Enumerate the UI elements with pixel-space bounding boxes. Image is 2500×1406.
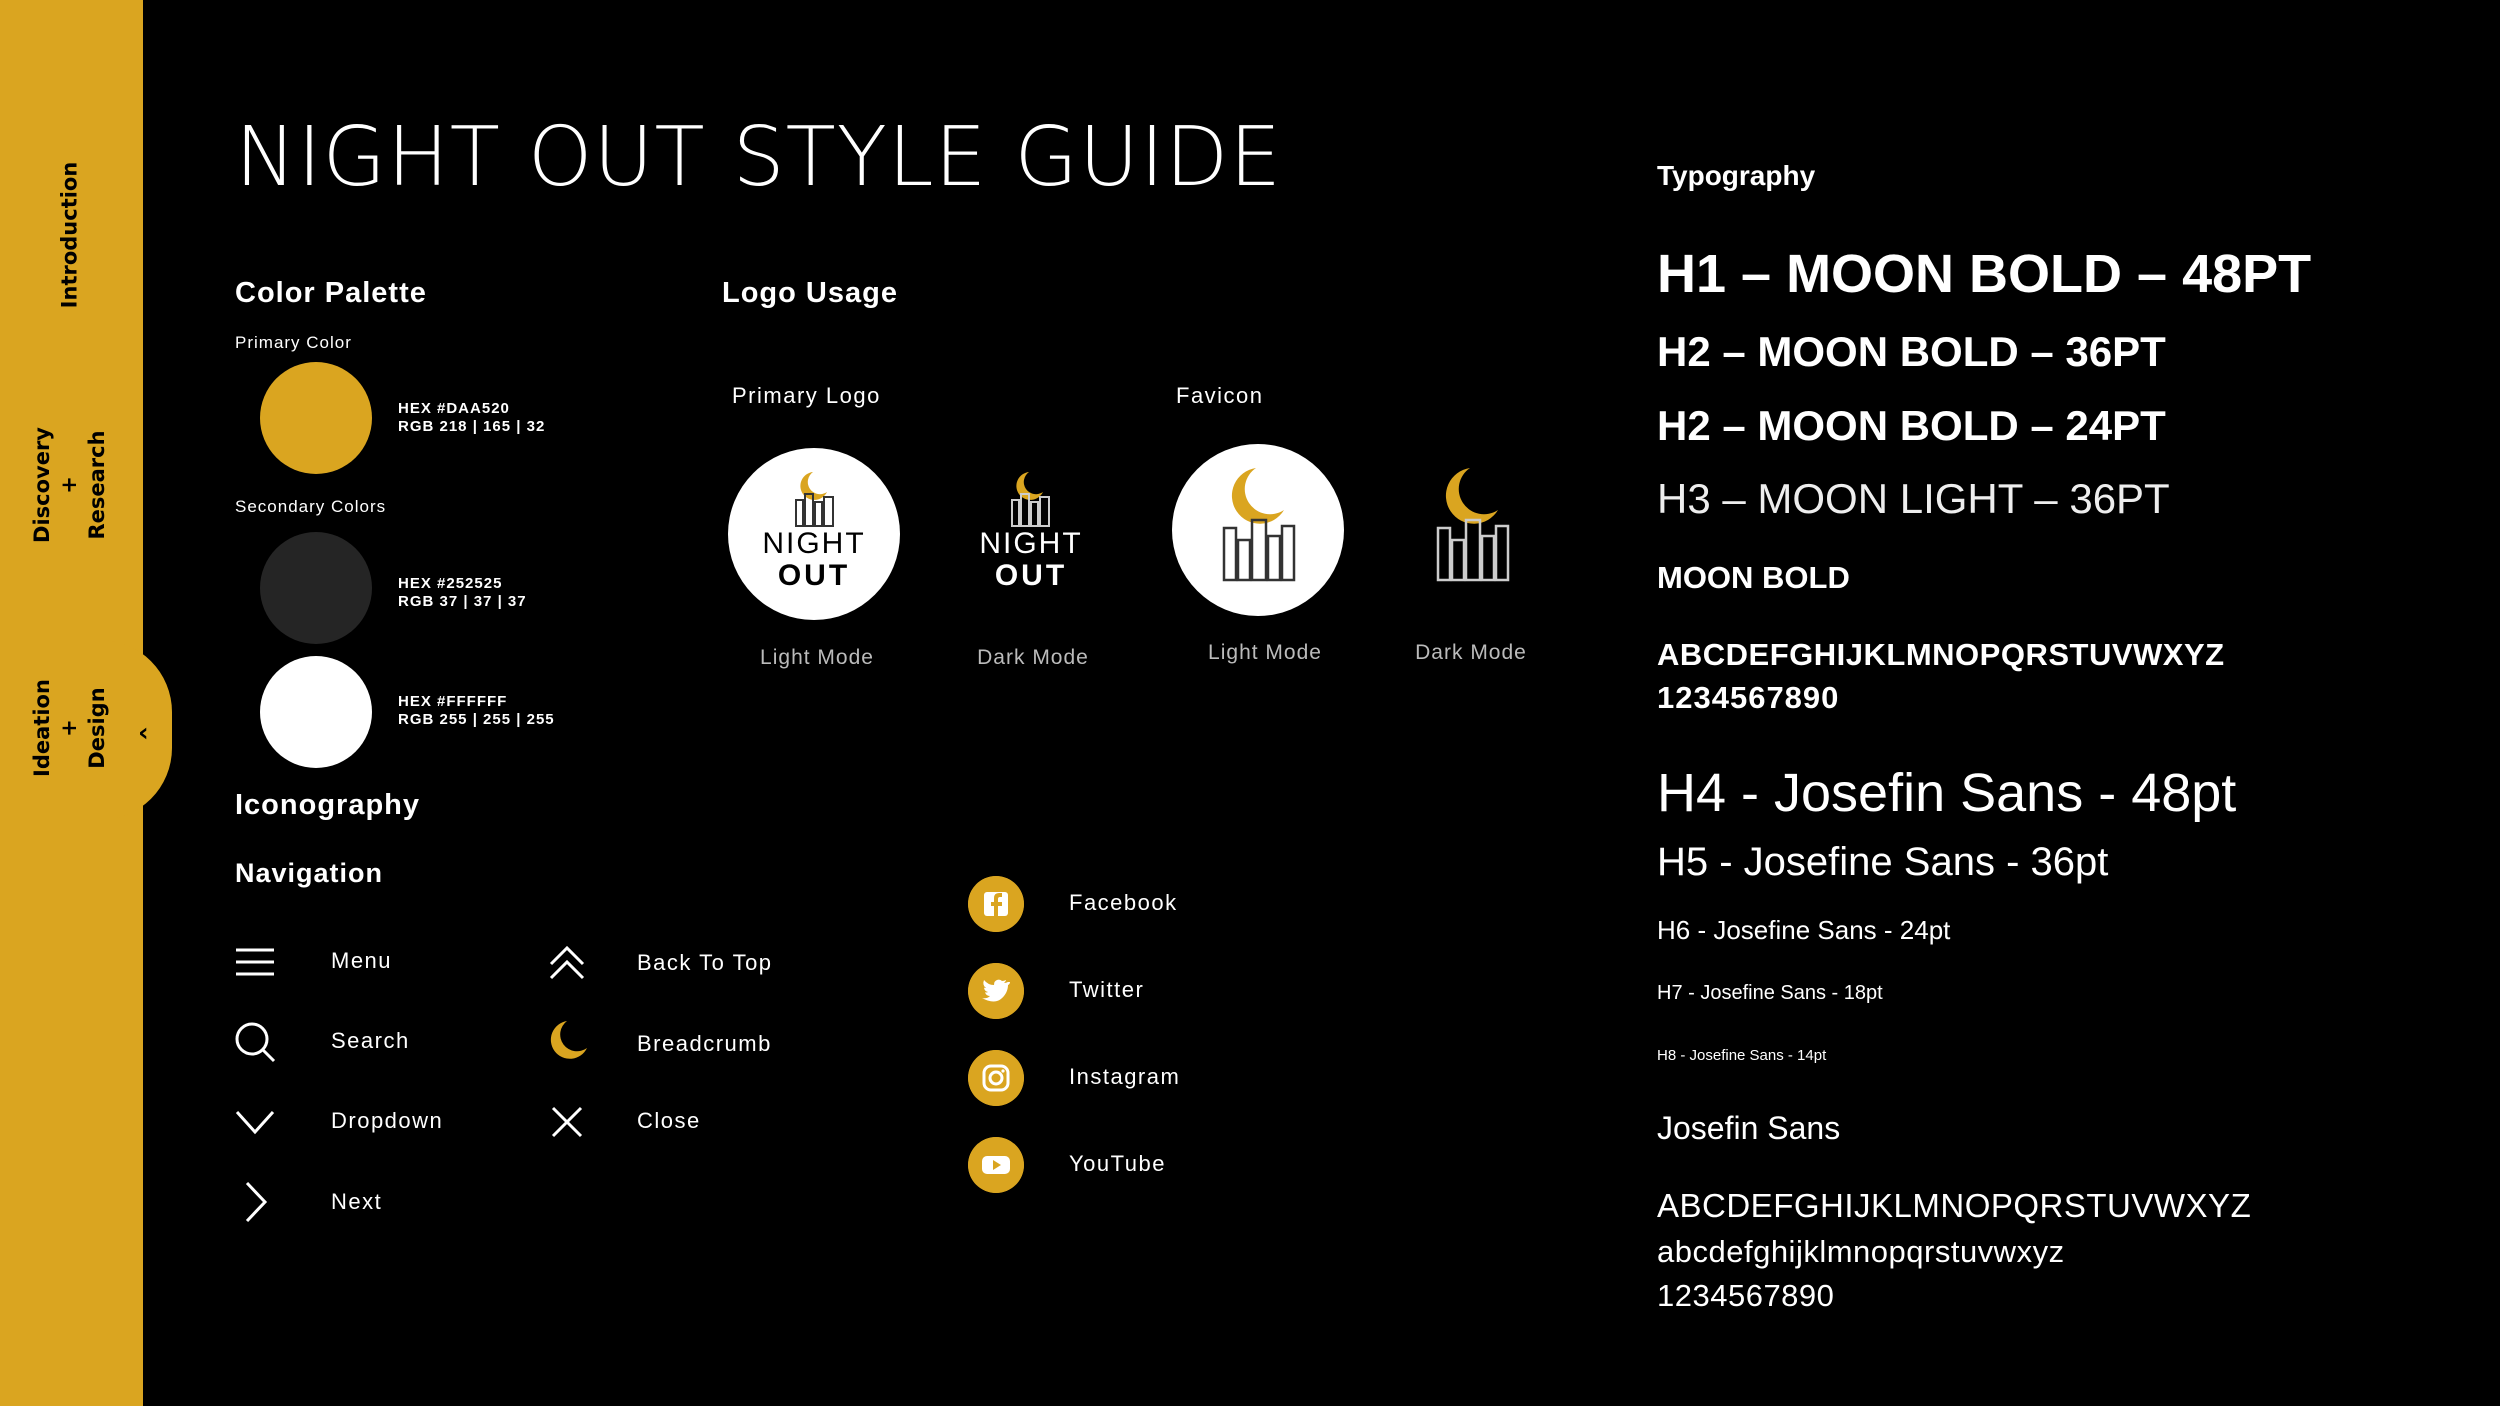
sample-h6: H6 - Josefine Sans - 24pt (1657, 915, 1951, 945)
josefin-uppercase: ABCDEFGHIJKLMNOPQRSTUVWXYZ (1657, 1187, 2252, 1224)
page-title: NIGHT OUT STYLE GUIDE (235, 110, 1283, 205)
swatch-white (260, 656, 372, 768)
instagram-icon[interactable] (968, 1050, 1024, 1106)
josefin-lowercase: abcdefghijklmnopqrstuvwxyz (1657, 1234, 2065, 1269)
favicon-dark-mode-label: Dark Mode (1415, 641, 1527, 664)
favicon-light-mode-label: Light Mode (1208, 641, 1322, 664)
sample-h8: H8 - Josefine Sans - 14pt (1657, 1047, 1827, 1064)
nav-label-back-to-top: Back To Top (637, 950, 773, 975)
sample-h7: H7 - Josefine Sans - 18pt (1657, 982, 1883, 1004)
logo-word-out-dark: OUT (994, 559, 1068, 592)
sample-h4: H4 - Josefin Sans - 48pt (1657, 763, 2237, 823)
color-palette-heading: Color Palette (235, 277, 427, 309)
swatch-dark-hex: HEX #252525 (398, 575, 503, 592)
social-label-youtube: YouTube (1069, 1151, 1166, 1176)
sample-h5: H5 - Josefine Sans - 36pt (1657, 840, 2109, 884)
nav-label-breadcrumb: Breadcrumb (637, 1031, 772, 1056)
swatch-white-info (398, 693, 555, 729)
favicon-heading: Favicon (1176, 383, 1264, 408)
sidebar-item-ideation-design[interactable]: Ideation + Design (30, 679, 109, 777)
secondary-colors-label: Secondary Colors (235, 497, 387, 516)
chevron-right-icon[interactable] (233, 1180, 277, 1224)
facebook-icon[interactable] (968, 876, 1024, 932)
logo-skyline-dark-icon (1006, 470, 1056, 528)
swatch-primary (260, 362, 372, 474)
logo-word-night: NIGHT (762, 527, 866, 560)
swatch-white-hex: HEX #FFFFFF (398, 693, 508, 710)
swatch-white-rgb: RGB 255 | 255 | 255 (398, 711, 555, 728)
social-label-facebook: Facebook (1069, 890, 1178, 915)
logo-skyline-light-icon (790, 470, 840, 528)
menu-icon[interactable] (233, 940, 277, 984)
swatch-dark-info (398, 575, 527, 611)
iconography-heading: Iconography (235, 789, 421, 821)
primary-dark-mode-label: Dark Mode (977, 646, 1089, 669)
swatch-primary-hex: HEX #DAA520 (398, 400, 510, 417)
favicon-dark-skyline-icon (1422, 462, 1522, 586)
chevron-down-icon[interactable] (233, 1100, 277, 1144)
nav-label-close: Close (637, 1108, 701, 1133)
logo-word-out: OUT (777, 559, 851, 592)
search-icon[interactable] (233, 1020, 277, 1064)
swatch-primary-info (398, 400, 545, 436)
sample-h3: H3 – MOON LIGHT – 36PT (1657, 475, 2170, 522)
moon-icon[interactable] (547, 1018, 591, 1062)
josefin-digits: 1234567890 (1657, 1278, 1835, 1313)
moon-bold-uppercase: ABCDEFGHIJKLMNOPQRSTUVWXYZ (1657, 637, 2225, 672)
close-icon[interactable] (545, 1100, 589, 1144)
nav-label-search: Search (331, 1028, 410, 1053)
navigation-heading: Navigation (235, 858, 384, 888)
sample-h2-24: H2 – MOON BOLD – 24PT (1657, 402, 2166, 449)
favicon-light-skyline-icon (1208, 462, 1308, 586)
primary-logo-heading: Primary Logo (732, 383, 881, 408)
swatch-dark (260, 532, 372, 644)
double-chevron-up-icon[interactable] (545, 942, 589, 986)
youtube-icon[interactable] (968, 1137, 1024, 1193)
nav-label-next: Next (331, 1189, 383, 1214)
logo-usage-heading: Logo Usage (722, 277, 898, 309)
primary-logo-light-text (728, 528, 900, 592)
social-label-twitter: Twitter (1069, 977, 1145, 1002)
moon-bold-digits: 1234567890 (1657, 680, 1840, 715)
primary-color-label: Primary Color (235, 333, 352, 352)
collapse-chevron-icon[interactable]: ‹ (138, 718, 149, 748)
moon-bold-label: MOON BOLD (1657, 560, 1850, 595)
sample-h2-36: H2 – MOON BOLD – 36PT (1657, 328, 2166, 375)
logo-word-night-dark: NIGHT (979, 527, 1083, 560)
sample-h1: H1 – MOON BOLD – 48PT (1657, 244, 2312, 304)
nav-label-menu: Menu (331, 948, 393, 973)
twitter-icon[interactable] (968, 963, 1024, 1019)
social-label-instagram: Instagram (1069, 1064, 1181, 1089)
primary-logo-dark-text (945, 528, 1117, 592)
nav-label-dropdown: Dropdown (331, 1108, 444, 1133)
swatch-primary-rgb: RGB 218 | 165 | 32 (398, 418, 546, 435)
josefin-sans-label: Josefin Sans (1657, 1110, 1841, 1146)
primary-light-mode-label: Light Mode (760, 646, 874, 669)
swatch-dark-rgb: RGB 37 | 37 | 37 (398, 593, 527, 610)
typography-heading: Typography (1657, 160, 1816, 191)
sidebar-item-discovery-research[interactable]: Discovery + Research (30, 427, 109, 543)
sidebar-item-introduction[interactable]: Introduction (57, 161, 82, 309)
